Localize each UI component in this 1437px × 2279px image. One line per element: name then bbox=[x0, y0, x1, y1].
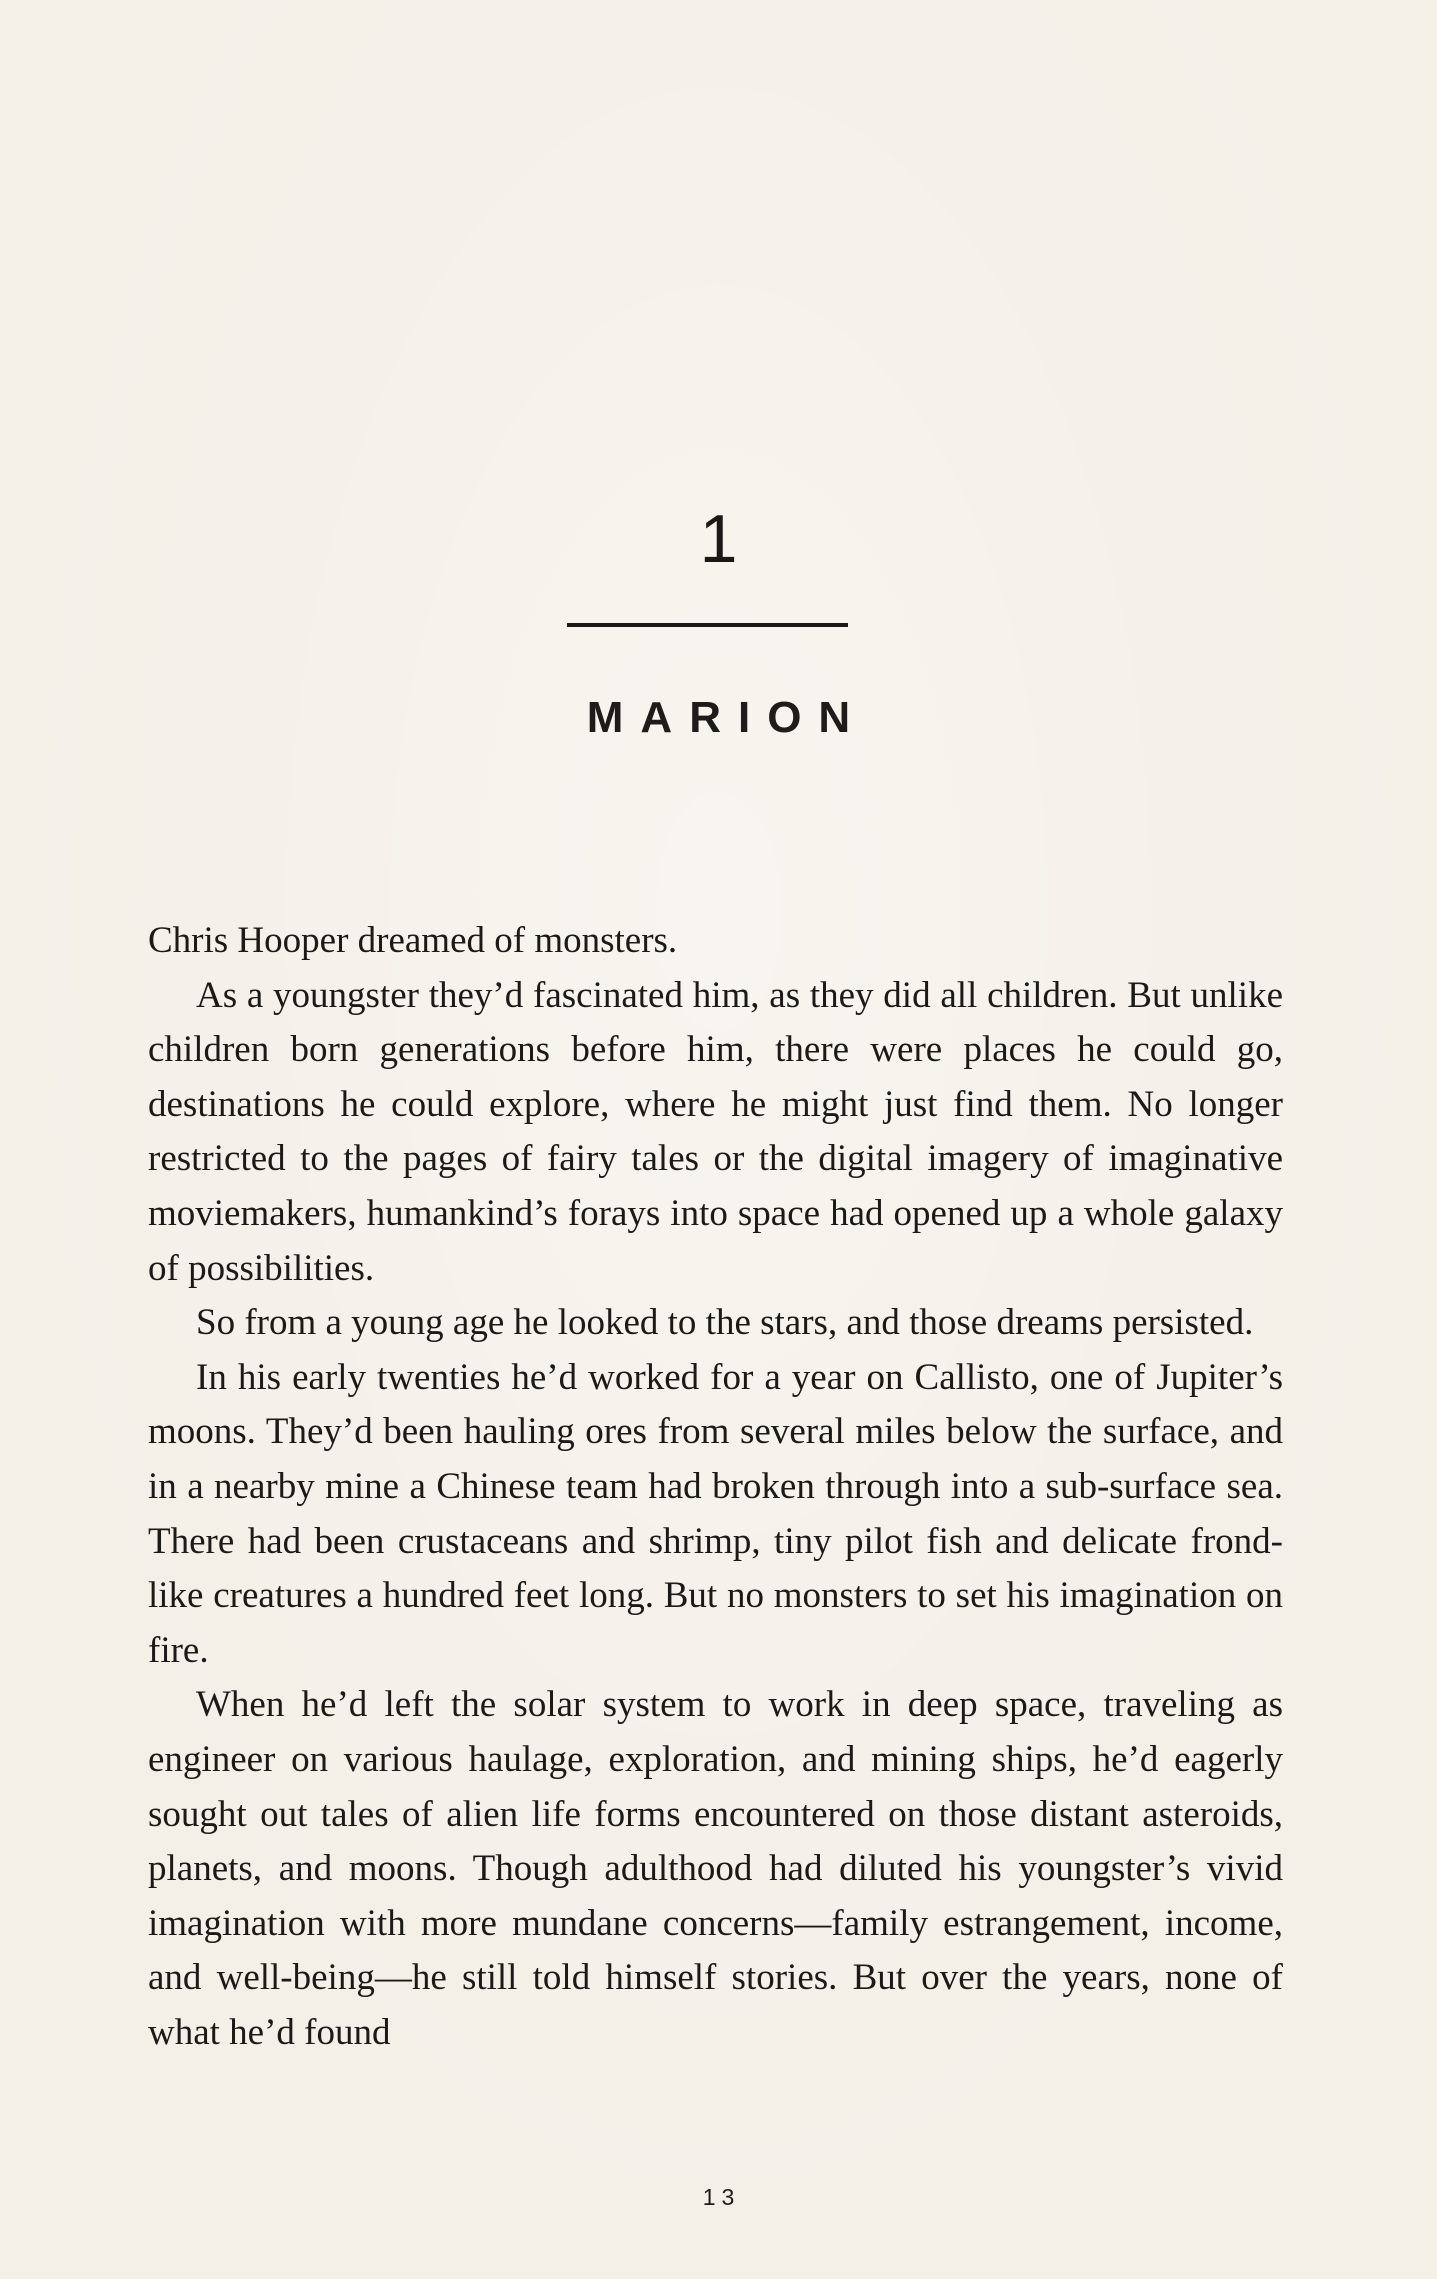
paragraph: When he’d left the solar system to work in deep space, traveling as engineer on various haulage, exploration, and mining ships, he’d eagerly sought out tales of alien life forms encountered on those distant asteroids, planets, and moons. Though adulthood had diluted his youngster’s vivid imagination with more mundane concerns—family estrangement, income, and well-being—he still told himself stories. But over the years, none of what he’d found bbox=[148, 1684, 1283, 2053]
chapter-title: MARION bbox=[586, 693, 868, 742]
chapter-rule bbox=[567, 623, 848, 627]
chapter-body bbox=[148, 914, 1283, 2060]
paragraph: In his early twenties he’d worked for a year on Callisto, one of Jupiter’s moons. They’d been hauling ores from several miles below the surface, and in a nearby mine a Chinese team had broken through into a sub-surface sea. There had been crustaceans and shrimp, tiny pilot fish and delicate frond-like creatures a hundred feet long. But no monsters to set his imagination on fire. bbox=[148, 1356, 1283, 1671]
paragraph: Chris Hooper dreamed of monsters. bbox=[148, 920, 678, 961]
chapter-number: 1 bbox=[699, 501, 738, 577]
paragraph: As a youngster they’d fascinated him, as they did all children. But unlike children born generations before him, there were places he could go, destinations he could explore, where he might just find them. No longer restricted to the pages of fairy tales or the digital imagery of imaginative moviemakers, humankind’s forays into space had opened up a whole galaxy of possibilities. bbox=[148, 974, 1283, 1289]
paragraph: So from a young age he looked to the stars, and those dreams persisted. bbox=[196, 1302, 1254, 1344]
page-number: 13 bbox=[702, 2184, 741, 2210]
